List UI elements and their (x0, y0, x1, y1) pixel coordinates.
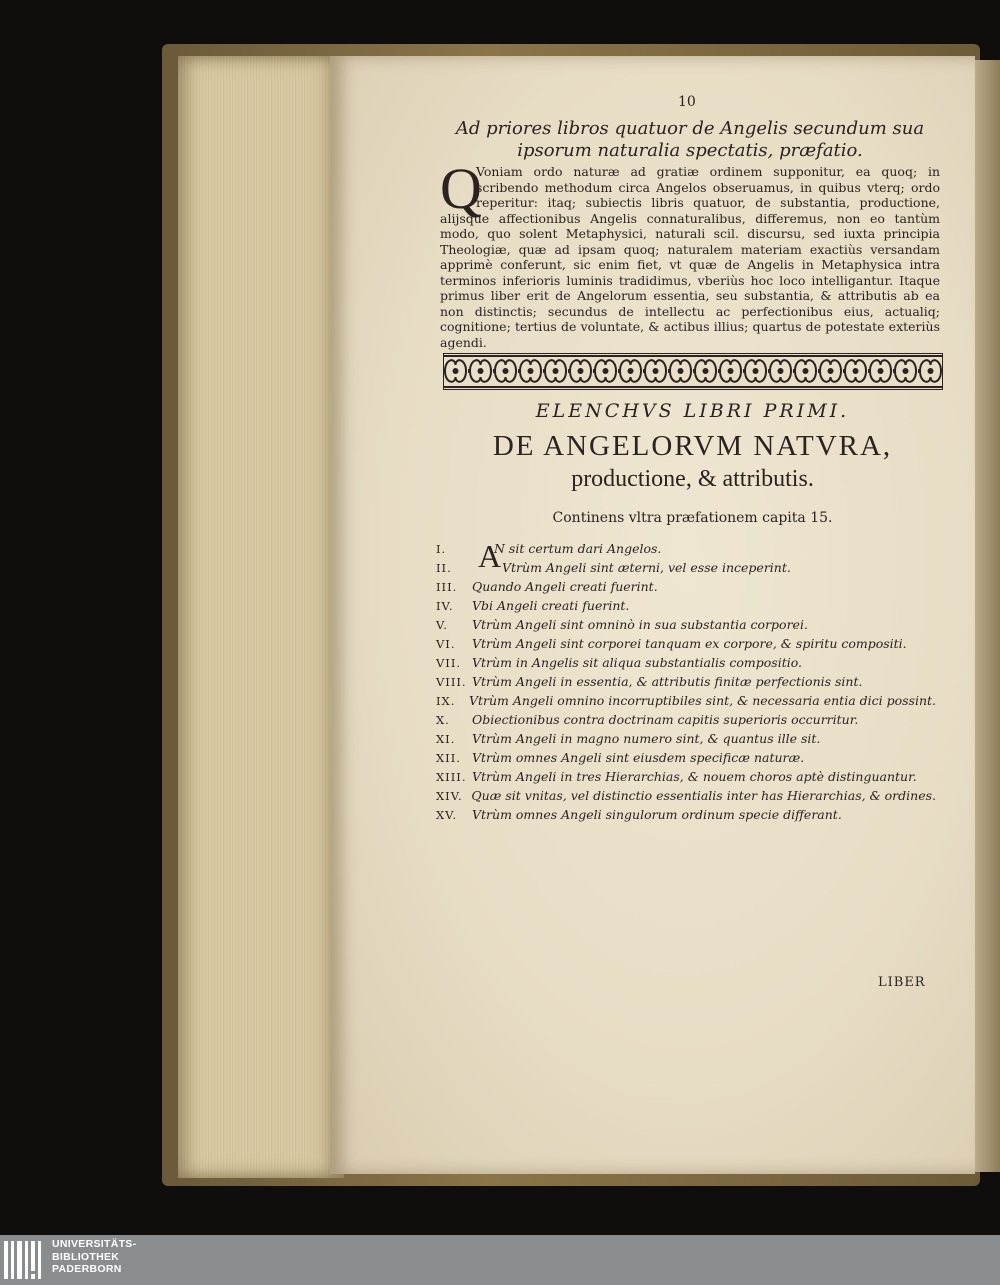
chapter-row (436, 693, 936, 712)
library-logo-icon (4, 1239, 46, 1281)
chapter-title: Vtrùm in Angelis sit aliqua substantialis compositio. (472, 655, 803, 670)
page-number: 10 (678, 94, 696, 110)
page-edges (178, 56, 344, 1178)
chapter-number: XIII. (436, 770, 467, 784)
preface-text (440, 164, 940, 350)
chapter-row (436, 788, 936, 807)
chapter-row (436, 541, 936, 560)
chapter-row (436, 674, 936, 693)
chapter-row (436, 598, 936, 617)
chapter-row (436, 636, 936, 655)
chapter-row (436, 579, 936, 598)
chapter-title: Vtrùm omnes Angeli singulorum ordinum specie differant. (472, 807, 842, 822)
main-subtitle: productione, & attributis. (571, 466, 814, 492)
chapter-title: Vtrùm Angeli sint æterni, vel esse inceperint. (502, 560, 791, 575)
chapter-title: Vtrùm omnes Angeli sint eiusdem specificæ naturæ. (472, 750, 805, 765)
ornament-band (443, 353, 943, 390)
main-title: DE ANGELORVM NATVRA, (492, 430, 893, 462)
elenchus-title: ELENCHVS LIBRI PRIMI. (535, 400, 850, 422)
chapter-number: XI. (436, 732, 456, 746)
chapter-title: Obiectionibus contra doctrinam capitis superioris occurritur. (472, 712, 859, 727)
library-footer (0, 1235, 1000, 1285)
chapter-row (436, 655, 936, 674)
chapter-title: N sit certum dari Angelos. (494, 541, 662, 556)
chapter-number: VIII. (436, 675, 467, 689)
chapter-list (436, 538, 936, 826)
chapter-title: Vtrùm Angeli sint corporei tanquam ex corpore, & spiritu compositi. (472, 636, 907, 651)
chapter-row (436, 560, 936, 579)
chapter-row (436, 617, 936, 636)
chapter-title: Vbi Angeli creati fuerint. (472, 598, 630, 613)
chapter-title: Vtrùm Angeli omnino incorruptibiles sint, & necessaria entia dici possint. (468, 693, 936, 708)
library-name-line1: UNIVERSITÄTS- (52, 1238, 137, 1250)
chapter-title: Vtrùm Angeli sint omninò in sua substantia corporei. (472, 617, 808, 632)
chapter-number: II. (436, 561, 452, 575)
chapter-number: X. (436, 713, 450, 727)
preface-body: Voniam ordo naturæ ad gratiæ ordinem supponitur, ea quoq; in scribendo methodum circa Angelos obseruamus, in quibus vterq; ordo reperitur: itaq; subiectis libris quatuor, de substantia, productione, alijsque affectionibus Angelis connaturalibus, differemus, non eo tantùm modo, quo solent Metaphysici, naturali scil. discursu, sed iuxta principia Theologiæ, quæ ad ipsam quoq; naturalem materiam exactiùs versandam apprimè conferunt, sic enim fiet, vt quæ de Angelis in Metaphysica intra terminos inferioris luminis tradidimus, vberiùs hoc loco intelligantur. Itaque primus liber erit de Angelorum essentia, seu substantia, & attributis ab ea non distinctis; secundus de intellectu ac perfectionibus eius, actualiq; cognitione; tertius de voluntate, & actibus illius; quartus de potestate exteriùs agendi. (440, 164, 940, 350)
preface-drop-cap: Q (440, 156, 482, 221)
chapter-row (436, 731, 936, 750)
chapter-row (436, 807, 936, 826)
chapter-number: XII. (436, 751, 461, 765)
chapter-row (436, 750, 936, 769)
chapter-row (436, 769, 936, 788)
preface-title: Ad priores libros quatuor de Angelis secundum sua ipsorum naturalia spectatis, præfatio. (455, 118, 925, 161)
chapter-title: Vtrùm Angeli in essentia, & attributis finitæ perfectionis sint. (472, 674, 863, 689)
chapter-count-note: Continens vltra præfationem capita 15. (552, 510, 833, 526)
chapter-title: Quando Angeli creati fuerint. (472, 579, 658, 594)
chapter-number: VI. (436, 637, 456, 651)
chapter-row (436, 712, 936, 731)
chapter-title: Vtrùm Angeli in magno numero sint, & quantus ille sit. (472, 731, 821, 746)
chapter-number: VII. (436, 656, 462, 670)
catchword: LIBER (878, 975, 926, 990)
library-name-line2: BIBLIOTHEK (52, 1250, 120, 1263)
list-drop-cap: A (478, 538, 502, 574)
chapter-number: III. (436, 580, 458, 594)
chapter-number: V. (436, 618, 448, 632)
library-name (52, 1238, 136, 1276)
library-name-line3: PADERBORN (52, 1263, 122, 1275)
chapter-number: XV. (436, 808, 458, 822)
facing-page-edge (972, 60, 1000, 1172)
chapter-title: Vtrùm Angeli in tres Hierarchias, & nouem choros aptè distinguantur. (472, 769, 917, 784)
chapter-number: XIV. (436, 789, 463, 803)
chapter-number: IX. (436, 694, 456, 708)
chapter-title: Quæ sit vnitas, vel distinctio essentialis inter has Hierarchias, & ordines. (471, 788, 936, 803)
chapter-number: I. (436, 542, 447, 556)
chapter-number: IV. (436, 599, 454, 613)
